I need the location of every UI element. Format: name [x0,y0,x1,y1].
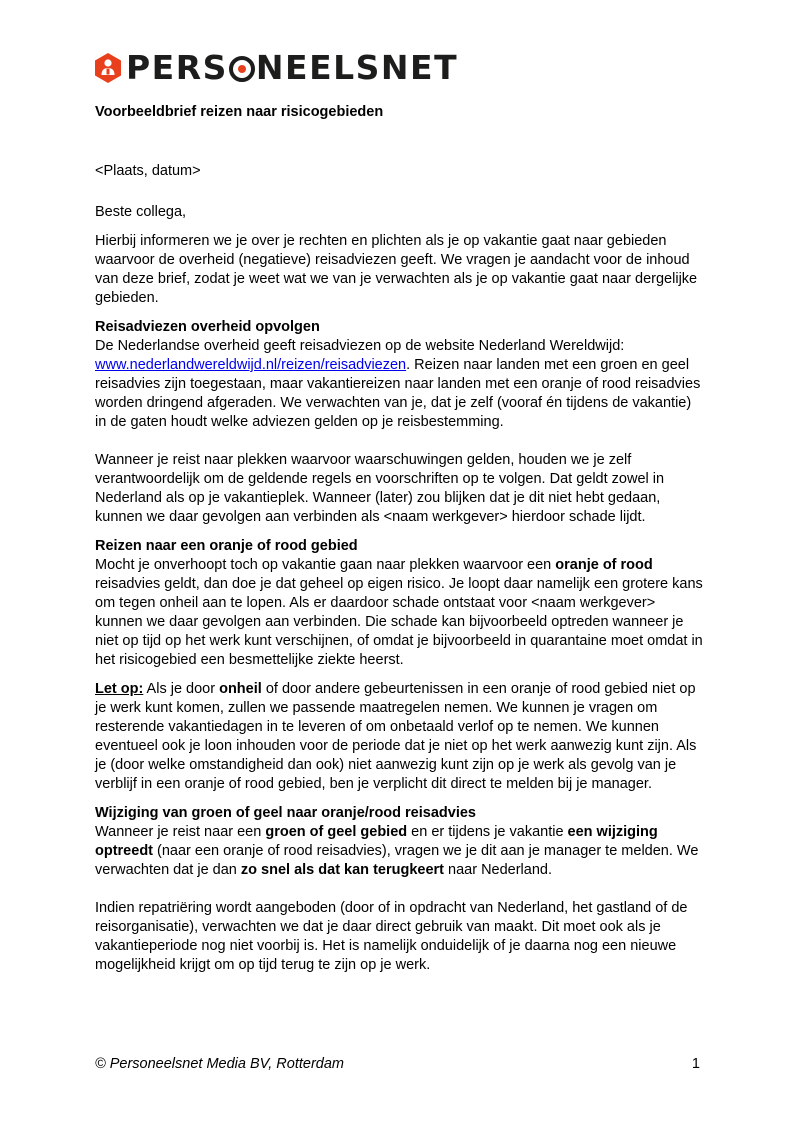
section1-paragraph2: Wanneer je reist naar plekken waarvoor waarschuwingen gelden, houden we je zelf verantwoordelijk om de geldende regels en voorschriften op te volgen. Dat geldt zowel in Nederland als op je vakantieplek. Wanneer (later) zou blijken dat je dit niet hebt gedaan, kunnen we daar gevolgen aan verbinden als <naam werkgever> hierdoor schade lijdt. [95,452,665,525]
intro-paragraph: Hierbij informeren we je over je rechten en plichten als je op vakantie gaat naar gebieden waarvoor de overheid (negatieve) reisadviezen geeft. We vragen je aandacht voor de inhoud van deze brief, zodat je weet wat we van je verwachten als je op vakantie gaat naar dergelijke gebieden. [95,233,698,306]
letter-body [95,100,705,975]
logo-target-icon [229,56,255,82]
section-heading-oranje-rood: Reizen naar een oranje of rood gebied [95,538,358,554]
personeelsnet-logo [95,50,458,86]
logo-wordmark: PERS NEELSNET [126,48,459,87]
section1-paragraph1: De Nederlandse overheid geeft reisadviezen op de website Nederland Wereldwijd: www.nederlandwereldwijd.nl/reizen/reisadviezen. Reizen naar landen met een groen en geel reisadvies zijn toegestaan, maar vakantiereizen naar landen met een oranje of rood reisadvies worden dringend afgeraden. We verwachten van je, dat je zelf (vooraf én tijdens de vakantie) in de gaten houdt welke adviezen gelden op je reisbestemming. [95,338,701,430]
greeting: Beste collega, [95,204,187,220]
page-footer [95,1056,700,1072]
section2-paragraph1: Mocht je onverhoopt toch op vakantie gaan naar plekken waarvoor een oranje of rood reisadvies geldt, dan doe je dat geheel op eigen risico. Je loopt daar namelijk een grotere kans om tegen onheil aan te lopen. Als er daardoor schade ontstaat voor <naam werkgever> kunnen we daar gevolgen aan verbinden. Die schade kan bijvoorbeeld optreden wanneer je niet op tijd op het werk kunt verschijnen, of omdat je bijvoorbeeld in quarantaine moet omdat in het risicogebied een besmettelijke ziekte heerst. [95,557,703,668]
note-label: Let op: [95,681,144,697]
reisadviezen-link[interactable]: www.nederlandwereldwijd.nl/reizen/reisadviezen [95,357,407,373]
section-heading-reisadviezen: Reisadviezen overheid opvolgen [95,319,320,335]
section-heading-wijziging: Wijziging van groen of geel naar oranje/rood reisadvies [95,805,476,821]
document-title: Voorbeeldbrief reizen naar risicogebieden [95,104,384,120]
place-date-placeholder: <Plaats, datum> [95,163,201,179]
section3-paragraph2: Indien repatriëring wordt aangeboden (door of in opdracht van Nederland, het gastland of de reisorganisatie), verwachten we dat je daar direct gebruik van maakt. Dit moet ook als je vakantieperiode nog niet voorbij is. Het is namelijk onduidelijk of je daarna nog een nieuwe mogelijkheid krijgt om op tijd terug te zijn op je werk. [95,900,688,973]
footer-copyright: © Personeelsnet Media BV, Rotterdam [95,1056,344,1072]
section3-paragraph1: Wanneer je reist naar een groen of geel gebied en er tijdens je vakantie een wijziging optreedt (naar een oranje of rood reisadvies), vragen we je dit aan je manager te melden. We verwachten dat je dan zo snel als dat kan terugkeert naar Nederland. [95,824,699,878]
note-paragraph: Let op: Als je door onheil of door andere gebeurtenissen in een oranje of rood gebied niet op je werk kunt komen, zullen we passende maatregelen nemen. We kunnen je vragen om resterende vakantiedagen in te leveren of om onbetaald verlof op te nemen. We kunnen eventueel ook je loon inhouden voor de periode dat je niet op het werk aanwezig kunt zijn. Als je (door welke omstandigheid dan ook) niet aanwezig kunt zijn op je werk als gevolg van je verblijf in een oranje of rood gebied, ben je verplicht dit direct te melden bij je manager. [95,681,697,792]
page-number: 1 [691,1056,700,1072]
hexagon-person-icon [95,53,121,83]
